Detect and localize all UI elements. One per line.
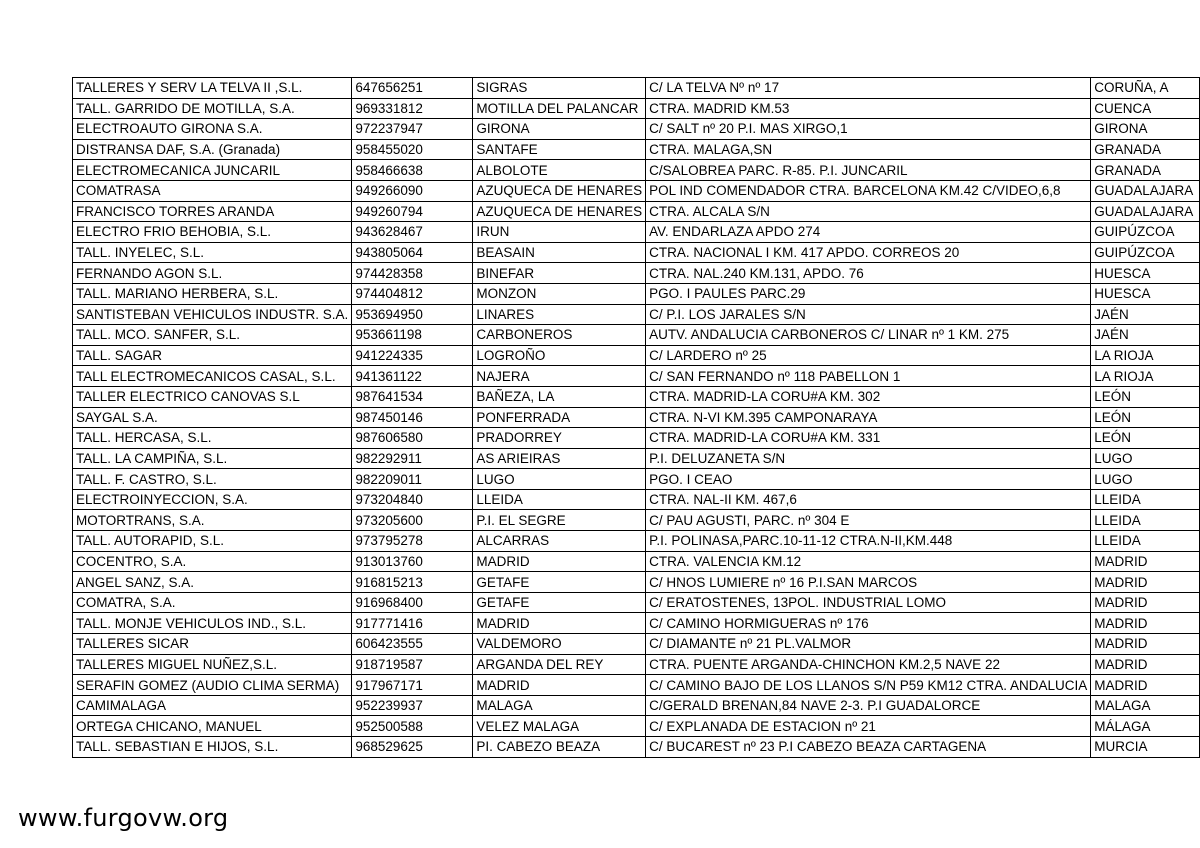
- company-cell: TALL. INYELEC, S.L.: [73, 242, 352, 263]
- company-cell: DISTRANSA DAF, S.A. (Granada): [73, 139, 352, 160]
- province-cell: HUESCA: [1091, 283, 1200, 304]
- phone-cell: 987606580: [352, 428, 473, 449]
- town-cell: AS ARIEIRAS: [473, 448, 646, 469]
- company-cell: TALL. AUTORAPID, S.L.: [73, 531, 352, 552]
- address-cell: CTRA. MALAGA,SN: [646, 139, 1091, 160]
- phone-cell: 916968400: [352, 592, 473, 613]
- phone-cell: 982209011: [352, 469, 473, 490]
- province-cell: LEÓN: [1091, 386, 1200, 407]
- company-cell: TALL. MONJE VEHICULOS IND., S.L.: [73, 613, 352, 634]
- table-row: [73, 613, 1200, 634]
- address-cell: CTRA. ALCALA S/N: [646, 201, 1091, 222]
- province-cell: JAÉN: [1091, 325, 1200, 346]
- phone-cell: 958466638: [352, 160, 473, 181]
- town-cell: LOGROÑO: [473, 345, 646, 366]
- province-cell: CORUÑA, A: [1091, 78, 1200, 99]
- town-cell: SIGRAS: [473, 78, 646, 99]
- table-row: [73, 325, 1200, 346]
- company-cell: TALL. GARRIDO DE MOTILLA, S.A.: [73, 98, 352, 119]
- province-cell: LLEIDA: [1091, 489, 1200, 510]
- address-cell: C/ P.I. LOS JARALES S/N: [646, 304, 1091, 325]
- address-cell: C/ LARDERO nº 25: [646, 345, 1091, 366]
- phone-cell: 949260794: [352, 201, 473, 222]
- company-cell: TALL. MCO. SANFER, S.L.: [73, 325, 352, 346]
- town-cell: CARBONEROS: [473, 325, 646, 346]
- town-cell: GETAFE: [473, 592, 646, 613]
- table-row: [73, 572, 1200, 593]
- town-cell: GIRONA: [473, 119, 646, 140]
- table-row: [73, 386, 1200, 407]
- province-cell: MURCIA: [1091, 737, 1200, 758]
- table-row: [73, 531, 1200, 552]
- address-cell: C/ SAN FERNANDO nº 118 PABELLON 1: [646, 366, 1091, 387]
- town-cell: SANTAFE: [473, 139, 646, 160]
- phone-cell: 973795278: [352, 531, 473, 552]
- town-cell: PRADORREY: [473, 428, 646, 449]
- address-cell: AV. ENDARLAZA APDO 274: [646, 222, 1091, 243]
- address-cell: C/GERALD BRENAN,84 NAVE 2-3. P.I GUADALORCE: [646, 695, 1091, 716]
- company-cell: COMATRA, S.A.: [73, 592, 352, 613]
- town-cell: LINARES: [473, 304, 646, 325]
- company-cell: ANGEL SANZ, S.A.: [73, 572, 352, 593]
- phone-cell: 969331812: [352, 98, 473, 119]
- province-cell: LUGO: [1091, 469, 1200, 490]
- province-cell: JAÉN: [1091, 304, 1200, 325]
- company-cell: COMATRASA: [73, 180, 352, 201]
- address-cell: CTRA. NAL-II KM. 467,6: [646, 489, 1091, 510]
- company-cell: TALL. SAGAR: [73, 345, 352, 366]
- address-cell: CTRA. NACIONAL I KM. 417 APDO. CORREOS 20: [646, 242, 1091, 263]
- address-cell: C/ PAU AGUSTI, PARC. nº 304 E: [646, 510, 1091, 531]
- town-cell: BEASAIN: [473, 242, 646, 263]
- province-cell: MADRID: [1091, 654, 1200, 675]
- company-cell: TALL ELECTROMECANICOS CASAL, S.L.: [73, 366, 352, 387]
- address-cell: C/ EXPLANADA DE ESTACION nº 21: [646, 716, 1091, 737]
- table-row: [73, 654, 1200, 675]
- town-cell: LUGO: [473, 469, 646, 490]
- province-cell: MÁLAGA: [1091, 716, 1200, 737]
- company-cell: TALL. MARIANO HERBERA, S.L.: [73, 283, 352, 304]
- table-row: [73, 242, 1200, 263]
- phone-cell: 647656251: [352, 78, 473, 99]
- company-cell: TALLERES MIGUEL NUÑEZ,S.L.: [73, 654, 352, 675]
- phone-cell: 949266090: [352, 180, 473, 201]
- address-cell: C/ LA TELVA Nº nº 17: [646, 78, 1091, 99]
- table-row: [73, 119, 1200, 140]
- address-cell: CTRA. MADRID-LA CORU#A KM. 331: [646, 428, 1091, 449]
- address-cell: CTRA. MADRID KM.53: [646, 98, 1091, 119]
- province-cell: GIRONA: [1091, 119, 1200, 140]
- province-cell: MADRID: [1091, 592, 1200, 613]
- province-cell: GUIPÚZCOA: [1091, 222, 1200, 243]
- table-row: [73, 737, 1200, 758]
- phone-cell: 918719587: [352, 654, 473, 675]
- company-cell: CAMIMALAGA: [73, 695, 352, 716]
- company-cell: ELECTROINYECCION, S.A.: [73, 489, 352, 510]
- table-row: [73, 428, 1200, 449]
- company-cell: TALLERES SICAR: [73, 634, 352, 655]
- phone-cell: 943805064: [352, 242, 473, 263]
- address-cell: CTRA. PUENTE ARGANDA-CHINCHON KM.2,5 NAVE 22: [646, 654, 1091, 675]
- phone-cell: 941361122: [352, 366, 473, 387]
- address-cell: C/SALOBREA PARC. R-85. P.I. JUNCARIL: [646, 160, 1091, 181]
- table-row: [73, 716, 1200, 737]
- town-cell: MADRID: [473, 613, 646, 634]
- province-cell: LLEIDA: [1091, 531, 1200, 552]
- workshop-table: [72, 77, 1200, 758]
- town-cell: MONZON: [473, 283, 646, 304]
- phone-cell: 952500588: [352, 716, 473, 737]
- address-cell: PGO. I CEAO: [646, 469, 1091, 490]
- site-watermark: www.furgovw.org: [18, 804, 229, 832]
- table-row: [73, 489, 1200, 510]
- town-cell: P.I. EL SEGRE: [473, 510, 646, 531]
- address-cell: C/ BUCAREST nº 23 P.I CABEZO BEAZA CARTAGENA: [646, 737, 1091, 758]
- address-cell: CTRA. N-VI KM.395 CAMPONARAYA: [646, 407, 1091, 428]
- phone-cell: 973204840: [352, 489, 473, 510]
- province-cell: GRANADA: [1091, 160, 1200, 181]
- address-cell: P.I. DELUZANETA S/N: [646, 448, 1091, 469]
- address-cell: POL IND COMENDADOR CTRA. BARCELONA KM.42 C/VIDEO,6,8: [646, 180, 1091, 201]
- phone-cell: 941224335: [352, 345, 473, 366]
- company-cell: COCENTRO, S.A.: [73, 551, 352, 572]
- town-cell: AZUQUECA DE HENARES: [473, 201, 646, 222]
- phone-cell: 987450146: [352, 407, 473, 428]
- table-row: [73, 139, 1200, 160]
- phone-cell: 917771416: [352, 613, 473, 634]
- town-cell: MADRID: [473, 675, 646, 696]
- address-cell: C/ CAMINO BAJO DE LOS LLANOS S/N P59 KM12 CTRA. ANDALUCIA: [646, 675, 1091, 696]
- table-row: [73, 510, 1200, 531]
- table-row: [73, 78, 1200, 99]
- phone-cell: 973205600: [352, 510, 473, 531]
- province-cell: MADRID: [1091, 613, 1200, 634]
- province-cell: GRANADA: [1091, 139, 1200, 160]
- town-cell: ARGANDA DEL REY: [473, 654, 646, 675]
- phone-cell: 958455020: [352, 139, 473, 160]
- province-cell: LA RIOJA: [1091, 345, 1200, 366]
- table-body: [73, 78, 1200, 758]
- phone-cell: 974428358: [352, 263, 473, 284]
- address-cell: PGO. I PAULES PARC.29: [646, 283, 1091, 304]
- company-cell: SERAFIN GOMEZ (AUDIO CLIMA SERMA): [73, 675, 352, 696]
- address-cell: AUTV. ANDALUCIA CARBONEROS C/ LINAR nº 1 KM. 275: [646, 325, 1091, 346]
- town-cell: VALDEMORO: [473, 634, 646, 655]
- address-cell: P.I. POLINASA,PARC.10-11-12 CTRA.N-II,KM.448: [646, 531, 1091, 552]
- province-cell: MALAGA: [1091, 695, 1200, 716]
- company-cell: TALL. HERCASA, S.L.: [73, 428, 352, 449]
- province-cell: MADRID: [1091, 551, 1200, 572]
- company-cell: SANTISTEBAN VEHICULOS INDUSTR. S.A.: [73, 304, 352, 325]
- company-cell: ELECTROAUTO GIRONA S.A.: [73, 119, 352, 140]
- town-cell: NAJERA: [473, 366, 646, 387]
- company-cell: TALL. SEBASTIAN E HIJOS, S.L.: [73, 737, 352, 758]
- town-cell: MALAGA: [473, 695, 646, 716]
- company-cell: FERNANDO AGON S.L.: [73, 263, 352, 284]
- province-cell: LEÓN: [1091, 407, 1200, 428]
- town-cell: MADRID: [473, 551, 646, 572]
- company-cell: TALL. LA CAMPIÑA, S.L.: [73, 448, 352, 469]
- table-row: [73, 551, 1200, 572]
- address-cell: CTRA. MADRID-LA CORU#A KM. 302: [646, 386, 1091, 407]
- address-cell: CTRA. VALENCIA KM.12: [646, 551, 1091, 572]
- table-row: [73, 675, 1200, 696]
- table-row: [73, 180, 1200, 201]
- town-cell: PONFERRADA: [473, 407, 646, 428]
- province-cell: CUENCA: [1091, 98, 1200, 119]
- phone-cell: 913013760: [352, 551, 473, 572]
- company-cell: ELECTRO FRIO BEHOBIA, S.L.: [73, 222, 352, 243]
- province-cell: MADRID: [1091, 634, 1200, 655]
- address-cell: C/ CAMINO HORMIGUERAS nº 176: [646, 613, 1091, 634]
- town-cell: AZUQUECA DE HENARES: [473, 180, 646, 201]
- town-cell: VELEZ MALAGA: [473, 716, 646, 737]
- phone-cell: 606423555: [352, 634, 473, 655]
- town-cell: BAÑEZA, LA: [473, 386, 646, 407]
- company-cell: TALLERES Y SERV LA TELVA II ,S.L.: [73, 78, 352, 99]
- table-row: [73, 345, 1200, 366]
- address-cell: C/ ERATOSTENES, 13POL. INDUSTRIAL LOMO: [646, 592, 1091, 613]
- province-cell: GUADALAJARA: [1091, 180, 1200, 201]
- phone-cell: 982292911: [352, 448, 473, 469]
- company-cell: ORTEGA CHICANO, MANUEL: [73, 716, 352, 737]
- table-row: [73, 592, 1200, 613]
- town-cell: IRUN: [473, 222, 646, 243]
- phone-cell: 953694950: [352, 304, 473, 325]
- address-cell: CTRA. NAL.240 KM.131, APDO. 76: [646, 263, 1091, 284]
- province-cell: GUADALAJARA: [1091, 201, 1200, 222]
- province-cell: LUGO: [1091, 448, 1200, 469]
- province-cell: LA RIOJA: [1091, 366, 1200, 387]
- table-row: [73, 160, 1200, 181]
- table-row: [73, 634, 1200, 655]
- address-cell: C/ HNOS LUMIERE nº 16 P.I.SAN MARCOS: [646, 572, 1091, 593]
- town-cell: GETAFE: [473, 572, 646, 593]
- province-cell: MADRID: [1091, 572, 1200, 593]
- table-row: [73, 448, 1200, 469]
- town-cell: LLEIDA: [473, 489, 646, 510]
- table-row: [73, 263, 1200, 284]
- phone-cell: 968529625: [352, 737, 473, 758]
- company-cell: FRANCISCO TORRES ARANDA: [73, 201, 352, 222]
- address-cell: C/ DIAMANTE nº 21 PL.VALMOR: [646, 634, 1091, 655]
- company-cell: TALL. F. CASTRO, S.L.: [73, 469, 352, 490]
- table-row: [73, 469, 1200, 490]
- town-cell: ALCARRAS: [473, 531, 646, 552]
- phone-cell: 916815213: [352, 572, 473, 593]
- province-cell: LEÓN: [1091, 428, 1200, 449]
- phone-cell: 987641534: [352, 386, 473, 407]
- phone-cell: 952239937: [352, 695, 473, 716]
- province-cell: LLEIDA: [1091, 510, 1200, 531]
- table-row: [73, 222, 1200, 243]
- company-cell: ELECTROMECANICA JUNCARIL: [73, 160, 352, 181]
- town-cell: MOTILLA DEL PALANCAR: [473, 98, 646, 119]
- table-row: [73, 201, 1200, 222]
- table-row: [73, 98, 1200, 119]
- town-cell: BINEFAR: [473, 263, 646, 284]
- company-cell: TALLER ELECTRICO CANOVAS S.L: [73, 386, 352, 407]
- phone-cell: 974404812: [352, 283, 473, 304]
- company-cell: MOTORTRANS, S.A.: [73, 510, 352, 531]
- table-row: [73, 366, 1200, 387]
- address-cell: C/ SALT nº 20 P.I. MAS XIRGO,1: [646, 119, 1091, 140]
- phone-cell: 943628467: [352, 222, 473, 243]
- table-row: [73, 695, 1200, 716]
- province-cell: GUIPÚZCOA: [1091, 242, 1200, 263]
- province-cell: HUESCA: [1091, 263, 1200, 284]
- town-cell: PI. CABEZO BEAZA: [473, 737, 646, 758]
- table-row: [73, 283, 1200, 304]
- phone-cell: 972237947: [352, 119, 473, 140]
- province-cell: MADRID: [1091, 675, 1200, 696]
- phone-cell: 953661198: [352, 325, 473, 346]
- phone-cell: 917967171: [352, 675, 473, 696]
- table-row: [73, 407, 1200, 428]
- table-row: [73, 304, 1200, 325]
- company-cell: SAYGAL S.A.: [73, 407, 352, 428]
- town-cell: ALBOLOTE: [473, 160, 646, 181]
